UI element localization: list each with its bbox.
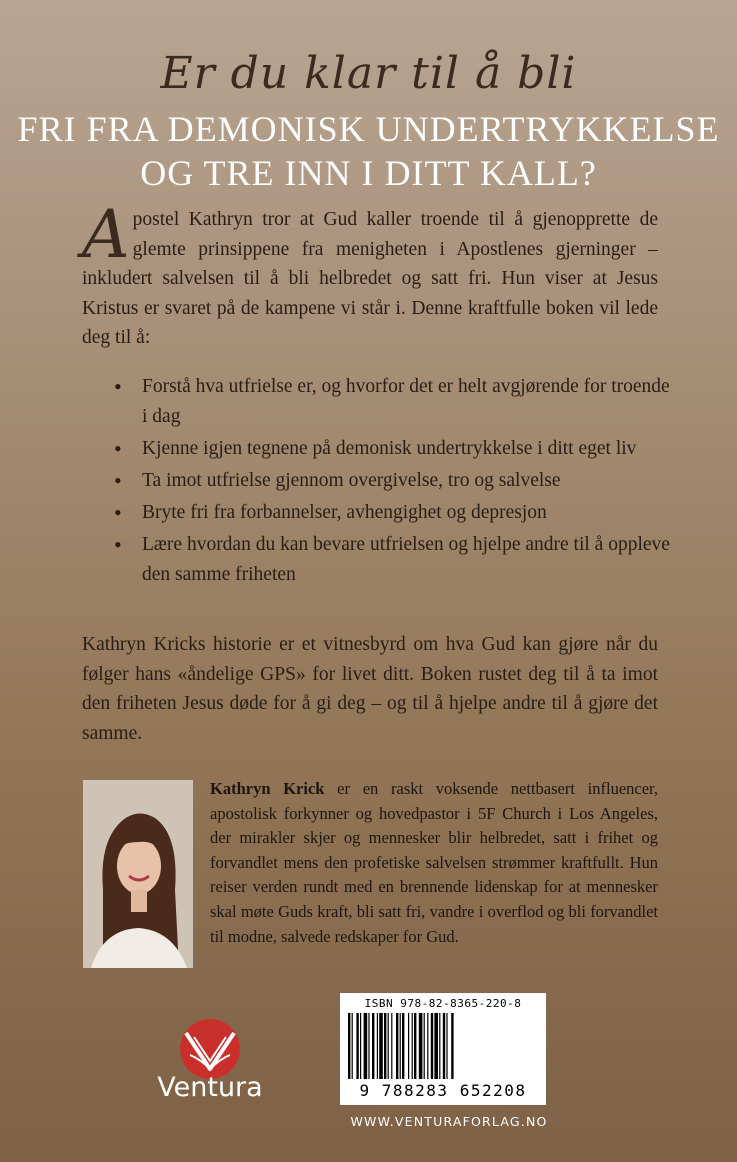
barcode-bars	[348, 1013, 538, 1079]
barcode-bar	[372, 1013, 374, 1079]
list-item: • Kjenne igjen tegnene på demonisk undertrykkelse i ditt eget liv	[112, 434, 672, 464]
barcode-bar	[408, 1013, 409, 1079]
barcode-bar	[431, 1013, 433, 1079]
headline-line-1: FRI FRA DEMONISK UNDERTRYKKELSE	[17, 109, 720, 149]
list-item: • Ta imot utfrielse gjennom overgivelse, tro og salvelse	[112, 466, 672, 496]
author-photo	[83, 780, 193, 968]
list-item: • Bryte fri fra forbannelser, avhengighet og depresjon	[112, 498, 672, 528]
author-bio	[210, 777, 658, 949]
benefit-list	[112, 372, 672, 592]
list-item: • Lære hvordan du kan bevare utfrielsen og hjelpe andre til å oppleve den samme friheten	[112, 530, 672, 590]
barcode-bar	[419, 1013, 423, 1079]
barcode-bar	[384, 1013, 386, 1079]
barcode-bar	[427, 1013, 428, 1079]
barcode-bar	[443, 1013, 445, 1079]
barcode-bar	[451, 1013, 453, 1079]
isbn-barcode	[340, 993, 546, 1105]
barcode-bar	[356, 1013, 358, 1079]
barcode-bar	[379, 1013, 383, 1079]
script-tagline: Er du klar til å bli	[160, 48, 577, 99]
barcode-bar	[434, 1013, 438, 1079]
barcode-bar	[400, 1013, 401, 1079]
barcode-bar	[402, 1013, 404, 1079]
barcode-bar	[439, 1013, 440, 1079]
ean-digits: 9 788283 652208	[359, 1081, 527, 1100]
barcode-bar	[360, 1013, 361, 1079]
barcode-bar	[396, 1013, 398, 1079]
barcode-bar	[446, 1013, 447, 1079]
barcode-bar	[414, 1013, 416, 1079]
author-portrait-icon	[83, 780, 193, 968]
barcode-bar	[348, 1013, 350, 1079]
publisher-website: WWW.VENTURAFORLAG.NO	[350, 1114, 548, 1129]
intro-text: postel Kathryn tror at Gud kaller troende til å gjenopprette de glemte prinsippene fra menigheten i Apostlenes gjerninger – inkludert salvelsen til å bli helbredet og satt fri. Hun viser at Jesus Kristus er svaret på de kampene vi står i. Denne kraftfulle boken vil lede deg til å:	[82, 209, 658, 348]
isbn-label: ISBN 978-82-8365-220-8	[364, 997, 522, 1010]
list-item: • Forstå hva utfrielse er, og hvorfor det er helt avgjørende for troende i dag	[112, 372, 672, 432]
barcode-bar	[352, 1013, 353, 1079]
drop-cap: A	[82, 196, 130, 273]
publisher-name: Ventura	[157, 1072, 263, 1103]
barcode-bar	[391, 1013, 392, 1079]
barcode-bar	[424, 1013, 425, 1079]
outro-paragraph: Kathryn Kricks historie er et vitnesbyrd om hva Gud kan gjøre når du følger hans «åndelige GPS» for livet ditt. Boken rustet deg til å ta imot den friheten Jesus døde for å gi deg – og til å hjelpe andre til å gjøre det samme.	[82, 634, 658, 744]
barcode-bar	[412, 1013, 413, 1079]
barcode-bar	[388, 1013, 389, 1079]
intro-paragraph	[82, 196, 658, 353]
author-name: Kathryn Krick	[210, 779, 325, 798]
barcode-bar	[364, 1013, 368, 1079]
barcode-bar	[368, 1013, 369, 1079]
headline-line-2: OG TRE INN I DITT KALL?	[140, 153, 597, 193]
author-bio-text: er en raskt voksende nettbasert influencer, apostolisk forkynner og hovedpastor i 5F Church i Los Angeles, der mirakler skjer og mennesker blir helbredet, satt i frihet og forvandlet mens den profetiske salvelsen strømmer kraftfullt. Hun reiser verden rundt med en brennende lidenskap for at mennesker skal møte Guds kraft, bli satt fri, vandre i overflod og bli forvandlet til modne, salvede redskaper for Gud.	[210, 779, 659, 946]
barcode-bar	[377, 1013, 378, 1079]
